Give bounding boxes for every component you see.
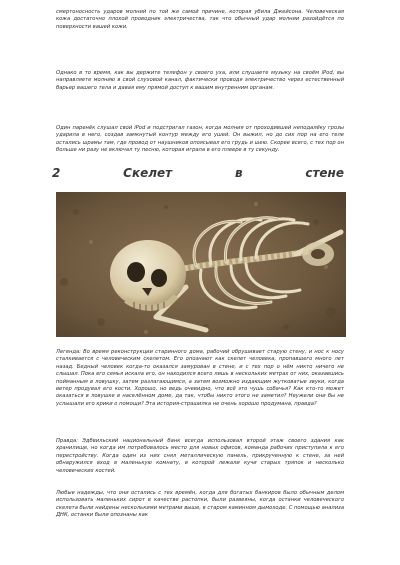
section-title-word-2: в (234, 166, 243, 180)
paragraph-ipod-story: Один паренёк слушал свой iPod и подстригал газон, когда молния от проходившей неподалёку грозы ударила в него, создав замкнутый контур между его ушей. Он выжил, но до сих пор на его теле остались шрамы там, где провод от наушников опоясывал его грудь и шею. Скорее всего, с тех пор он больше ни разу не включал ту песню, которая играла в его плеере в ту секунду. (56, 125, 344, 154)
paragraph-conclusion: Любые надежды, что они остались с тех времён, когда для богатых банкиров было обычным делом использовать маленьких сирот в качестве растопки, были развеяны, когда останки человеческого скелета были найдены несколькими метрами выше, в старом каминном дымоходе. С помощью анализа ДНК, останки были опознаны как (56, 490, 344, 519)
paragraph-truth: Правда: Эдбвильский национальный банк всегда использовал второй этаж своего здания как хранилище, но когда им потребовалось место для новых офисов, команда рабочих приступила к его перестройству. Когда один из них снял металлическую панель, прикрученную к стене, за ней обнаружился вход в маленькую комнату, в которой лежали кучи старых тряпок и несколько человеческих костей. (56, 438, 344, 474)
section-number: 2 (52, 166, 61, 180)
paragraph-intro-lightning: смертоносность ударов молний по той же самой причине, которая убила Джейсона. Человеческая кожа достаточно плохой проводник электричества, так что обычный удар молнии разойдётся по поверхности вашей кожи. (56, 9, 344, 30)
section-title-word-3: стене (305, 166, 344, 180)
skeleton-illustration (56, 192, 346, 337)
skeleton-photo (56, 192, 346, 337)
section-heading (52, 164, 344, 182)
paragraph-legend: Легенда: Во время реконструкции старинного дома, рабочий обрушивает старую стену, и нос к носу сталкивается с человеческим скелетом. Его опознают как скелет человека, пропавшего много лет назад. Бедный человек когда-то оказался замурован в стене, и с тех пор о нём никто ничего не слышал. Пока его семья искала его, он находился всего лишь в нескольких метрах от них, оказавшись пойманным в ловушку, затем разлагающимся, а затем возможно издающим жутковатые звуки, когда ветер продувал его кости. Хорошо, но ведь очевидно, что всё это чушь собачья? Как кто-то может оказаться в ловушке в населённом доме, да так, чтобы никто этого не заметил? Неужели они бы не услышали его крики о помощи? Эта история-страшилка не очень хорошо продумана, правда? (56, 349, 344, 407)
section-title-word-1: Скелет (123, 166, 173, 180)
paragraph-headphones: Однако в то время, как вы держите телефон у своего уха, или слушаете музыку на своём iPod, вы направляете молнию в свой слуховой канал, фактически проводя электричество через естественный барьер вашего тела и давая ему прямой доступ к вашим внутренним органам. (56, 70, 344, 91)
